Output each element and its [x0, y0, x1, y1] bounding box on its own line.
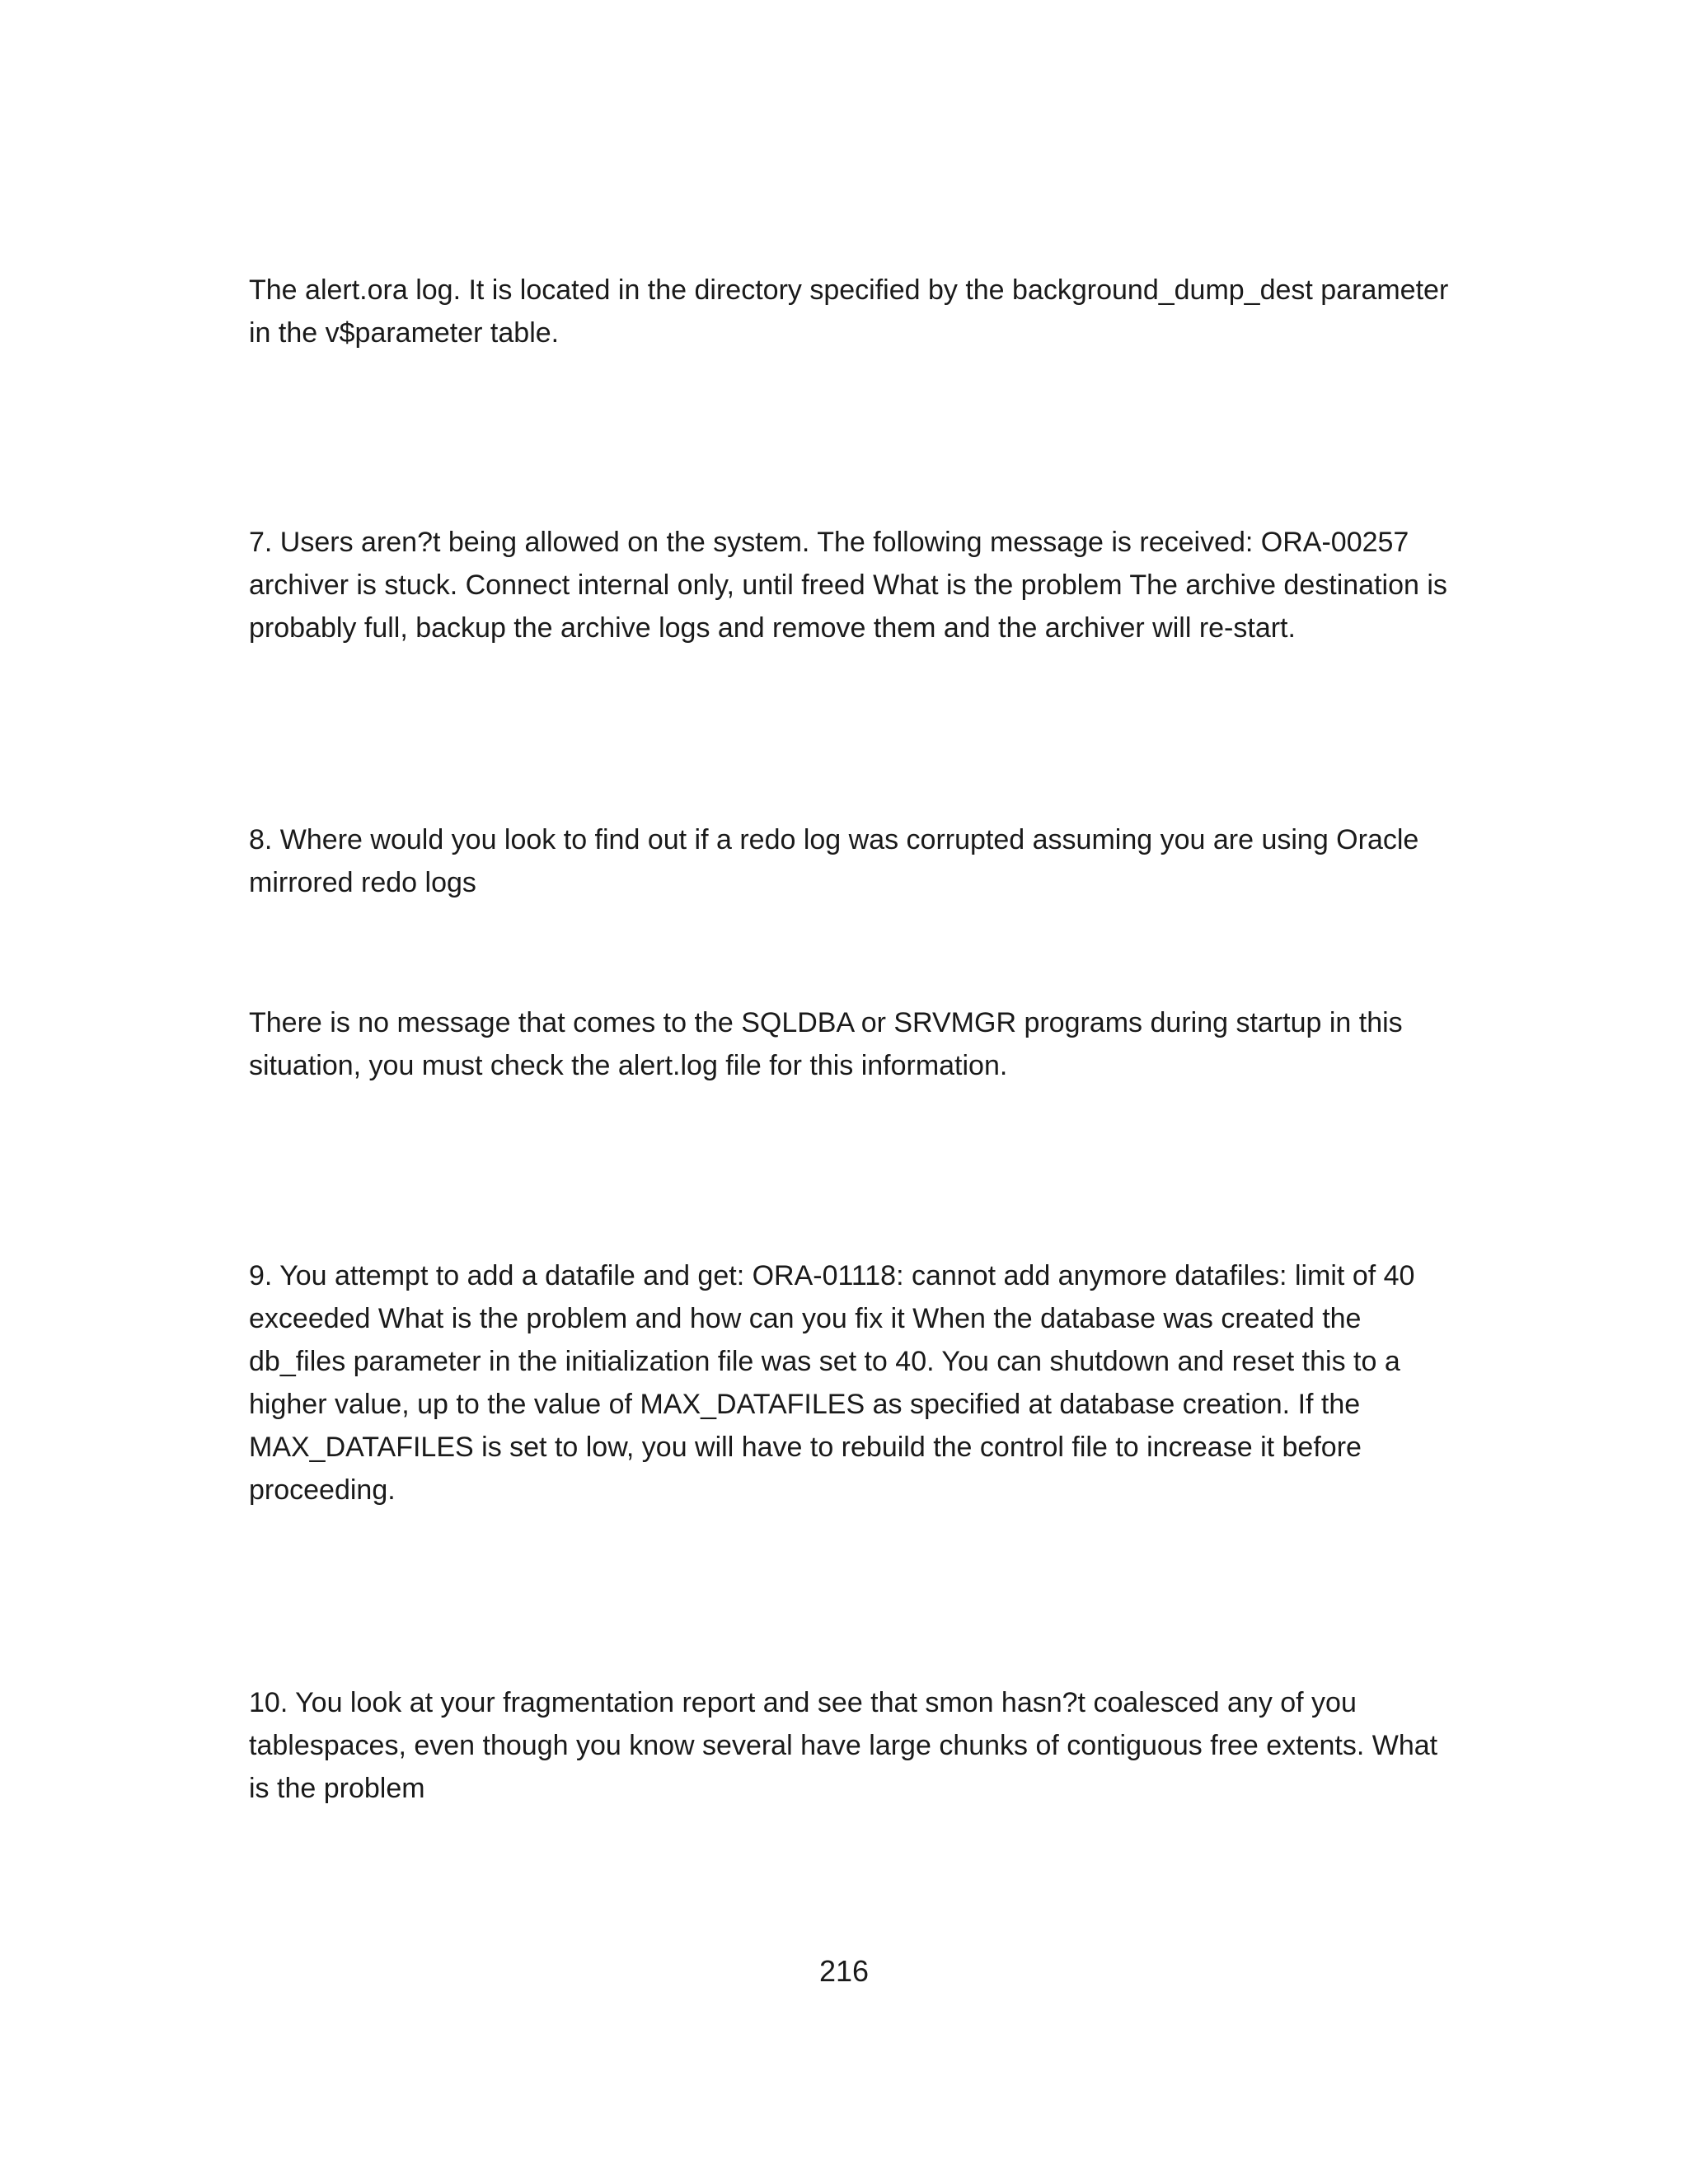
question-7-paragraph: 7. Users aren?t being allowed on the system. The following message is received: ORA-00257 archiver is stuck. Connect internal only, until freed What is the problem The archive destination is probably full, backup the archive logs and remove them and the archiver will re-start. [249, 527, 1447, 644]
page-number: 216 [818, 1954, 870, 1988]
answer-8-paragraph: There is no message that comes to the SQLDBA or SRVMGR programs during startup in this situation, you must check the alert.log file for this information. [249, 1007, 1403, 1081]
answer-paragraph-alert-log: The alert.ora log. It is located in the directory specified by the background_dump_dest parameter in the v$parameter table. [249, 274, 1449, 349]
question-9-paragraph: 9. You attempt to add a datafile and get: ORA-01118: cannot add anymore datafiles: limit of 40 exceeded What is the problem and how can you fix it When the database was created the db_files parameter in the initialization file was set to 40. You can shutdown and reset this to a higher value, up to the value of MAX_DATAFILES as specified at database creation. If the MAX_DATAFILES is set to low, you will have to rebuild the control file to increase it before proceeding. [249, 1260, 1415, 1506]
question-8-paragraph: 8. Where would you look to find out if a redo log was corrupted assuming you are using Oracle mirrored redo logs [249, 824, 1419, 898]
question-10-paragraph: 10. You look at your fragmentation report and see that smon hasn?t coalesced any of you tablespaces, even though you know several have large chunks of contiguous free extents. What is the problem [249, 1687, 1438, 1804]
